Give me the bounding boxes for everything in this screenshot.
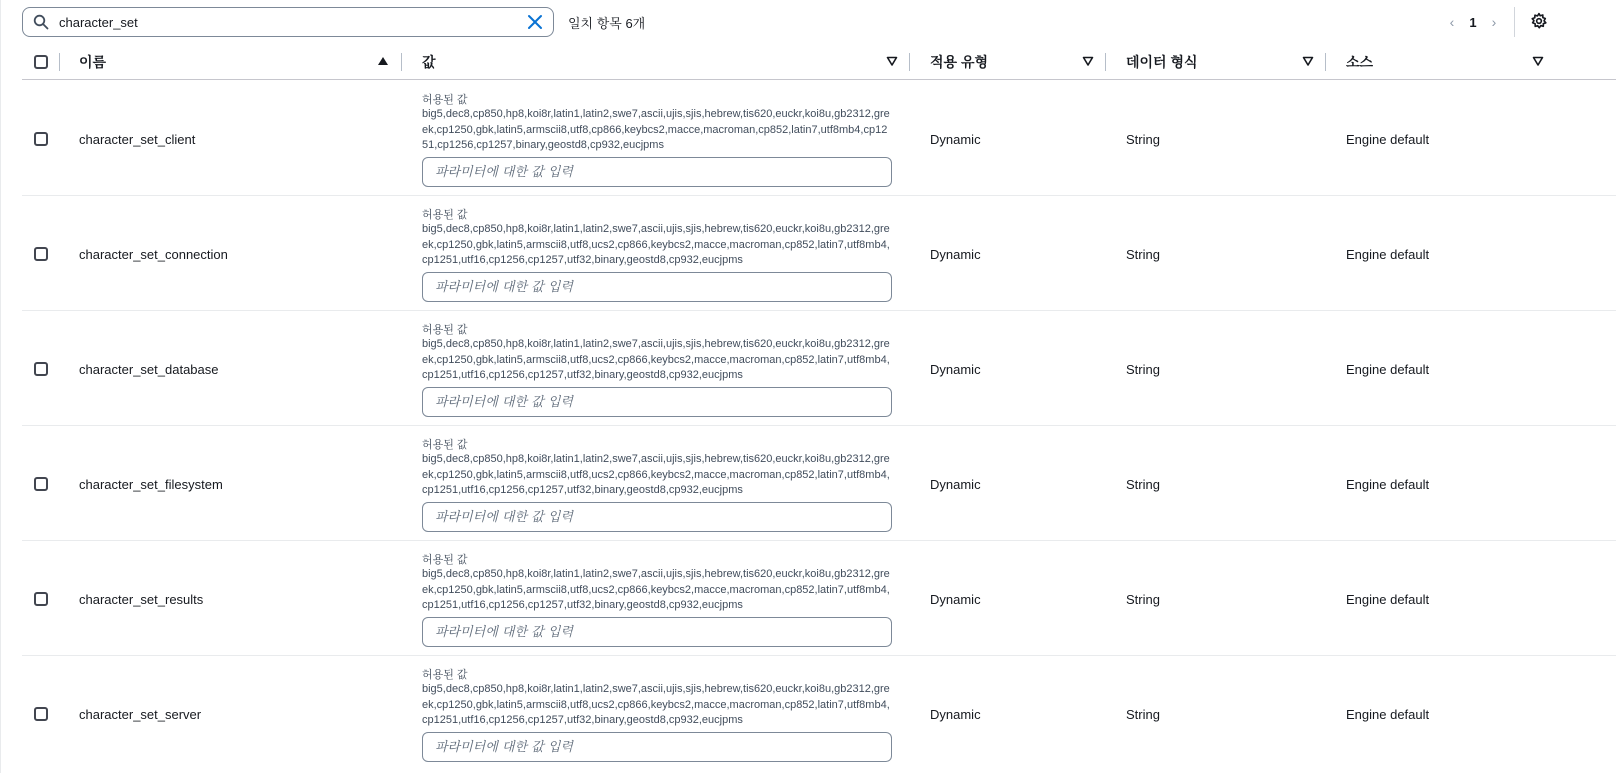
- allowed-values: big5,dec8,cp850,hp8,koi8r,latin1,latin2,swe7,ascii,ujis,sjis,hebrew,tis620,euckr,koi8u,gb2312,greek,cp1250,gbk,latin5,armscii8,utf8,ucs2,cp866,keybcs2,macce,macroman,cp852,latin7,utf8mb4,cp1251,utf16,cp1256,cp1257,utf32,binary,geostd8,cp932,eucjpms: [422, 683, 890, 726]
- sort-descending-icon: [886, 55, 898, 67]
- sort-ascending-icon: [377, 55, 389, 67]
- table-toolbar: [22, 7, 1616, 37]
- parameter-name: character_set_server: [79, 707, 202, 722]
- data-type: String: [1126, 362, 1160, 377]
- column-divider: [59, 53, 60, 71]
- search-icon: [33, 14, 49, 30]
- source: Engine default: [1346, 707, 1430, 722]
- column-header-apply-type-label: 적용 유형: [930, 54, 988, 70]
- pager-divider: [1514, 7, 1515, 37]
- table-row: [22, 81, 1616, 196]
- allowed-values-label: 허용된 값: [422, 324, 468, 336]
- table-row: [22, 541, 1616, 656]
- source: Engine default: [1346, 592, 1430, 607]
- parameter-name: character_set_results: [79, 592, 204, 607]
- pagination: [1442, 7, 1515, 37]
- column-header-value[interactable]: [422, 44, 902, 80]
- column-header-name-label: 이름: [79, 54, 107, 70]
- clear-search-icon[interactable]: [527, 14, 543, 30]
- row-checkbox[interactable]: [34, 707, 48, 721]
- sort-descending-icon: [1082, 55, 1094, 67]
- parameter-value-input[interactable]: [422, 272, 892, 302]
- allowed-values-label: 허용된 값: [422, 209, 468, 221]
- allowed-values: big5,dec8,cp850,hp8,koi8r,latin1,latin2,swe7,ascii,ujis,sjis,hebrew,tis620,euckr,koi8u,gb2312,greek,cp1250,gbk,latin5,armscii8,utf8,ucs2,cp866,keybcs2,macce,macroman,cp852,latin7,utf8mb4,cp1251,utf16,cp1256,cp1257,utf32,binary,geostd8,cp932,eucjpms: [422, 223, 890, 266]
- allowed-values-label: 허용된 값: [422, 439, 468, 451]
- gear-icon[interactable]: [1530, 12, 1548, 30]
- source: Engine default: [1346, 477, 1430, 492]
- source: Engine default: [1346, 247, 1430, 262]
- parameter-value-input[interactable]: [422, 502, 892, 532]
- parameter-name: character_set_database: [79, 362, 219, 377]
- row-checkbox[interactable]: [34, 362, 48, 376]
- data-type: String: [1126, 132, 1160, 147]
- apply-type: Dynamic: [930, 592, 981, 607]
- parameter-value-input[interactable]: [422, 157, 892, 187]
- column-divider: [1325, 53, 1326, 71]
- column-header-apply-type[interactable]: [930, 44, 1105, 80]
- table-header: [22, 44, 1616, 80]
- data-type: String: [1126, 477, 1160, 492]
- parameter-name: character_set_connection: [79, 247, 228, 262]
- data-type: String: [1126, 247, 1160, 262]
- allowed-values: big5,dec8,cp850,hp8,koi8r,latin1,latin2,swe7,ascii,ujis,sjis,hebrew,tis620,euckr,koi8u,gb2312,greek,cp1250,gbk,latin5,armscii8,utf8,ucs2,cp866,keybcs2,macce,macroman,cp852,latin7,utf8mb4,cp1251,utf16,cp1256,cp1257,utf32,binary,geostd8,cp932,eucjpms: [422, 338, 890, 381]
- parameter-value-input[interactable]: [422, 732, 892, 762]
- parameter-value-input[interactable]: [422, 617, 892, 647]
- column-header-name[interactable]: [79, 44, 399, 80]
- allowed-values: big5,dec8,cp850,hp8,koi8r,latin1,latin2,swe7,ascii,ujis,sjis,hebrew,tis620,euckr,koi8u,gb2312,greek,cp1250,gbk,latin5,armscii8,utf8,cp866,keybcs2,macce,macroman,cp852,latin7,utf8mb4,cp1251,cp1256,cp1257,binary,geostd8,cp932,eucjpms: [422, 108, 890, 151]
- column-header-source[interactable]: [1346, 44, 1552, 80]
- select-all-cell: [34, 44, 48, 80]
- source: Engine default: [1346, 132, 1430, 147]
- column-header-value-label: 값: [422, 54, 436, 70]
- select-all-checkbox[interactable]: [34, 55, 48, 69]
- column-divider: [401, 53, 402, 71]
- parameter-value-input[interactable]: [422, 387, 892, 417]
- parameter-name: character_set_client: [79, 132, 196, 147]
- left-border: [0, 0, 1, 773]
- apply-type: Dynamic: [930, 247, 981, 262]
- table-row: [22, 426, 1616, 541]
- table-row: [22, 311, 1616, 426]
- search-box[interactable]: [22, 7, 554, 37]
- previous-page-chevron-left-icon[interactable]: ‹: [1449, 14, 1455, 30]
- column-divider: [1105, 53, 1106, 71]
- sort-descending-icon: [1532, 55, 1544, 67]
- next-page-chevron-right-icon[interactable]: ›: [1491, 14, 1497, 30]
- allowed-values-label: 허용된 값: [422, 669, 468, 681]
- column-header-source-label: 소스: [1346, 54, 1374, 70]
- apply-type: Dynamic: [930, 132, 981, 147]
- table-row: [22, 196, 1616, 311]
- apply-type: Dynamic: [930, 477, 981, 492]
- row-checkbox[interactable]: [34, 132, 48, 146]
- apply-type: Dynamic: [930, 707, 981, 722]
- row-checkbox[interactable]: [34, 592, 48, 606]
- row-checkbox[interactable]: [34, 477, 48, 491]
- column-divider: [909, 53, 910, 71]
- source: Engine default: [1346, 362, 1430, 377]
- apply-type: Dynamic: [930, 362, 981, 377]
- page-number[interactable]: 1: [1469, 14, 1477, 30]
- parameter-name: character_set_filesystem: [79, 477, 223, 492]
- search-input[interactable]: [59, 12, 519, 32]
- data-type: String: [1126, 707, 1160, 722]
- column-header-data-type-label: 데이터 형식: [1126, 54, 1198, 70]
- column-header-data-type[interactable]: [1126, 44, 1321, 80]
- match-count: 일치 항목 6개: [568, 16, 646, 31]
- allowed-values: big5,dec8,cp850,hp8,koi8r,latin1,latin2,swe7,ascii,ujis,sjis,hebrew,tis620,euckr,koi8u,gb2312,greek,cp1250,gbk,latin5,armscii8,utf8,ucs2,cp866,keybcs2,macce,macroman,cp852,latin7,utf8mb4,cp1251,utf16,cp1256,cp1257,utf32,binary,geostd8,cp932,eucjpms: [422, 568, 890, 611]
- sort-descending-icon: [1302, 55, 1314, 67]
- row-checkbox[interactable]: [34, 247, 48, 261]
- allowed-values: big5,dec8,cp850,hp8,koi8r,latin1,latin2,swe7,ascii,ujis,sjis,hebrew,tis620,euckr,koi8u,gb2312,greek,cp1250,gbk,latin5,armscii8,utf8,ucs2,cp866,keybcs2,macce,macroman,cp852,latin7,utf8mb4,cp1251,utf16,cp1256,cp1257,utf32,binary,geostd8,cp932,eucjpms: [422, 453, 890, 496]
- allowed-values-label: 허용된 값: [422, 554, 468, 566]
- allowed-values-label: 허용된 값: [422, 94, 468, 106]
- data-type: String: [1126, 592, 1160, 607]
- table-row: [22, 656, 1616, 771]
